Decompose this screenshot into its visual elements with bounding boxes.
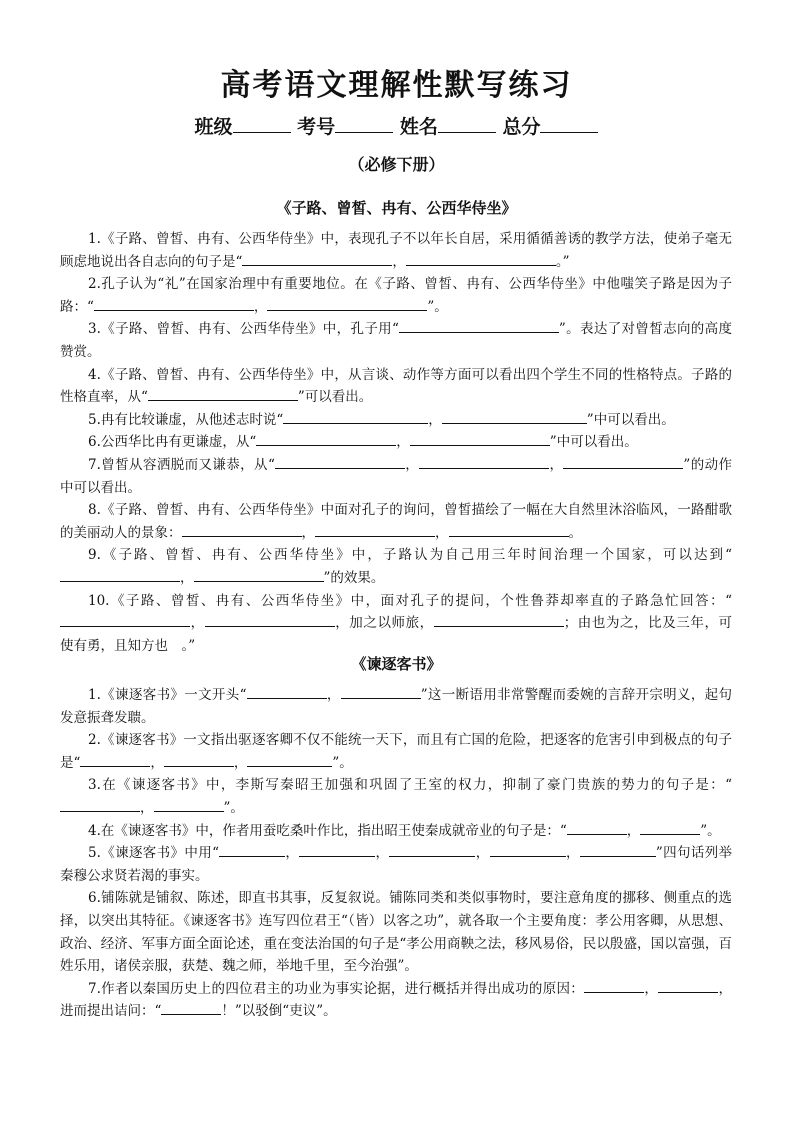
id-label: 考号 — [297, 116, 336, 138]
question-1: 1.《子路、曾皙、冉有、公西华侍坐》中，表现孔子不以年长自居，采用循循善诱的教学方法，使弟子毫无顾虑地说出各自志向的句子是“ ， 。” — [60, 231, 732, 270]
question-1: 1.《谏逐客书》一文开头“ ， ”这一断语用非常警醒而委婉的言辞开宗明义，起句发意振聋发聩。 — [60, 684, 732, 729]
question-7: 7.作者以秦国历史上的四位君主的功业为事实论据，进行概括并得出成功的原因： ， ，进而提出诘问：“ ！”以驳倒“吏议”。 — [60, 978, 732, 1023]
section-jianzhuke-questions — [60, 684, 732, 1023]
answer-blank[interactable] — [567, 820, 627, 835]
name-label: 姓名 — [399, 116, 438, 138]
answer-blank[interactable] — [161, 1000, 221, 1015]
question-3: 3.《子路、曾皙、冉有、公西华侍坐》中，孔子用“ ”。表达了对曾皙志向的高度赞赏。 — [60, 318, 732, 363]
answer-blank[interactable] — [658, 978, 718, 993]
question-8: 8.《子路、曾皙、冉有、公西华侍坐》中面对孔子的询问，曾皙描绘了一幅在大自然里沐浴临风，一路酣歌的美丽动人的景象： ， ， 。 — [60, 502, 732, 541]
answer-blank[interactable] — [584, 978, 644, 993]
volume-subtitle: （必修下册） — [348, 155, 445, 174]
answer-blank[interactable] — [267, 296, 427, 311]
question-6: 6.铺陈就是铺叙、陈述，即直书其事，反复叙说。铺陈同类和类似事物时，要注意角度的挪移、侧重点的选择，以突出其特征。《谏逐客书》连写四位君王“（皆）以客之功”，就各取一个主要角度：孝公用客卿，从思想、政治、经济、军事方面全面论述，重在变法治国的句子是“孝公用商鞅之法，移风易俗，民以殷盛，国以富强，百姓乐用，诸侯亲服，获楚、魏之师，举地千里，至今治强”。 — [60, 890, 732, 975]
question-9: 9.《子路、曾皙、冉有、公西华侍坐》中，子路认为自己用三年时间治理一个国家，可以达到“， ”的效果。 — [60, 544, 732, 589]
answer-blank[interactable] — [399, 318, 559, 333]
answer-blank[interactable] — [60, 612, 190, 627]
question-10: 10.《子路、曾皙、冉有、公西华侍坐》中，面对孔子的提问，个性鲁莽却率直的子路急忙回答：“， ，加之以师旅， ；由也为之，比及三年，可使有勇，且知方也 。” — [60, 592, 733, 654]
answer-blank[interactable] — [419, 454, 549, 469]
question-5: 5.《谏逐客书》中用“ ， ， ， ， ”四句话列举秦穆公求贤若渴的事实。 — [60, 842, 732, 887]
question-7: 7.曾皙从容洒脱而又谦恭，从“ ， ， ”的动作中可以看出。 — [60, 454, 732, 499]
question-6: 6.公西华比冉有更谦虚，从“ ， ”中可以看出。 — [60, 431, 732, 454]
answer-blank[interactable] — [242, 251, 392, 266]
answer-blank[interactable] — [154, 797, 224, 812]
answer-blank[interactable] — [563, 454, 683, 469]
section-title-zilu: 《子路、曾皙、冉有、公西华侍坐》 — [276, 199, 517, 217]
answer-blank[interactable] — [490, 842, 566, 857]
question-4: 4.《子路、曾皙、冉有、公西华侍坐》中，从言谈、动作等方面可以看出四个学生不同的性格特点。子路的性格直率，从“ ”可以看出。 — [60, 366, 732, 406]
answer-blank[interactable] — [148, 386, 298, 401]
name-blank[interactable] — [438, 116, 496, 133]
section-zilu-questions — [60, 228, 732, 657]
page-title: 高考语文理解性默写练习 — [220, 68, 573, 103]
answer-blank[interactable] — [256, 431, 396, 446]
answer-blank[interactable] — [205, 612, 335, 627]
answer-blank[interactable] — [299, 842, 375, 857]
answer-blank[interactable] — [283, 409, 428, 424]
score-blank[interactable] — [540, 116, 598, 133]
section-title-jianzhuke: 《谏逐客书》 — [351, 655, 442, 673]
answer-blank[interactable] — [315, 522, 435, 537]
answer-blank[interactable] — [406, 251, 556, 266]
answer-blank[interactable] — [164, 752, 234, 767]
class-label: 班级 — [194, 116, 233, 138]
answer-blank[interactable] — [275, 454, 405, 469]
answer-blank[interactable] — [60, 567, 180, 582]
answer-blank[interactable] — [247, 684, 327, 699]
answer-blank[interactable] — [80, 752, 150, 767]
answer-blank[interactable] — [219, 842, 285, 857]
answer-blank[interactable] — [60, 797, 140, 812]
answer-blank[interactable] — [580, 842, 656, 857]
score-label: 总分 — [502, 116, 541, 138]
answer-blank[interactable] — [341, 684, 421, 699]
question-2: 2.孔子认为“礼”在国家治理中有重要地位。在《子路、曾皙、冉有、公西华侍坐》中他嗤笑子路是因为子路：“ ， ”。 — [60, 276, 732, 315]
student-info-line — [0, 112, 793, 139]
question-3: 3.在《谏逐客书》中，李斯写秦昭王加强和巩固了王室的权力，抑制了豪门贵族的势力的句子是：“， ”。 — [60, 774, 732, 819]
answer-blank[interactable] — [434, 612, 564, 627]
answer-blank[interactable] — [247, 752, 332, 767]
question-4: 4.在《谏逐客书》中，作者用蚕吃桑叶作比，指出昭王使秦成就帝业的句子是：“ ， ”。 — [60, 820, 732, 843]
answer-blank[interactable] — [449, 522, 569, 537]
answer-blank[interactable] — [194, 567, 324, 582]
answer-blank[interactable] — [94, 296, 254, 311]
answer-blank[interactable] — [389, 842, 475, 857]
id-blank[interactable] — [335, 116, 393, 133]
answer-blank[interactable] — [640, 820, 700, 835]
question-5: 5.冉有比较谦虚，从他述志时说“ ， ”中可以看出。 — [60, 409, 732, 432]
question-2: 2.《谏逐客书》一文指出驱逐客卿不仅不能统一天下，而且有亡国的危险，把逐客的危害引申到极点的句子是“ ， ， ”。 — [60, 732, 732, 771]
answer-blank[interactable] — [182, 522, 302, 537]
answer-blank[interactable] — [442, 409, 587, 424]
answer-blank[interactable] — [410, 431, 550, 446]
class-blank[interactable] — [233, 116, 291, 133]
